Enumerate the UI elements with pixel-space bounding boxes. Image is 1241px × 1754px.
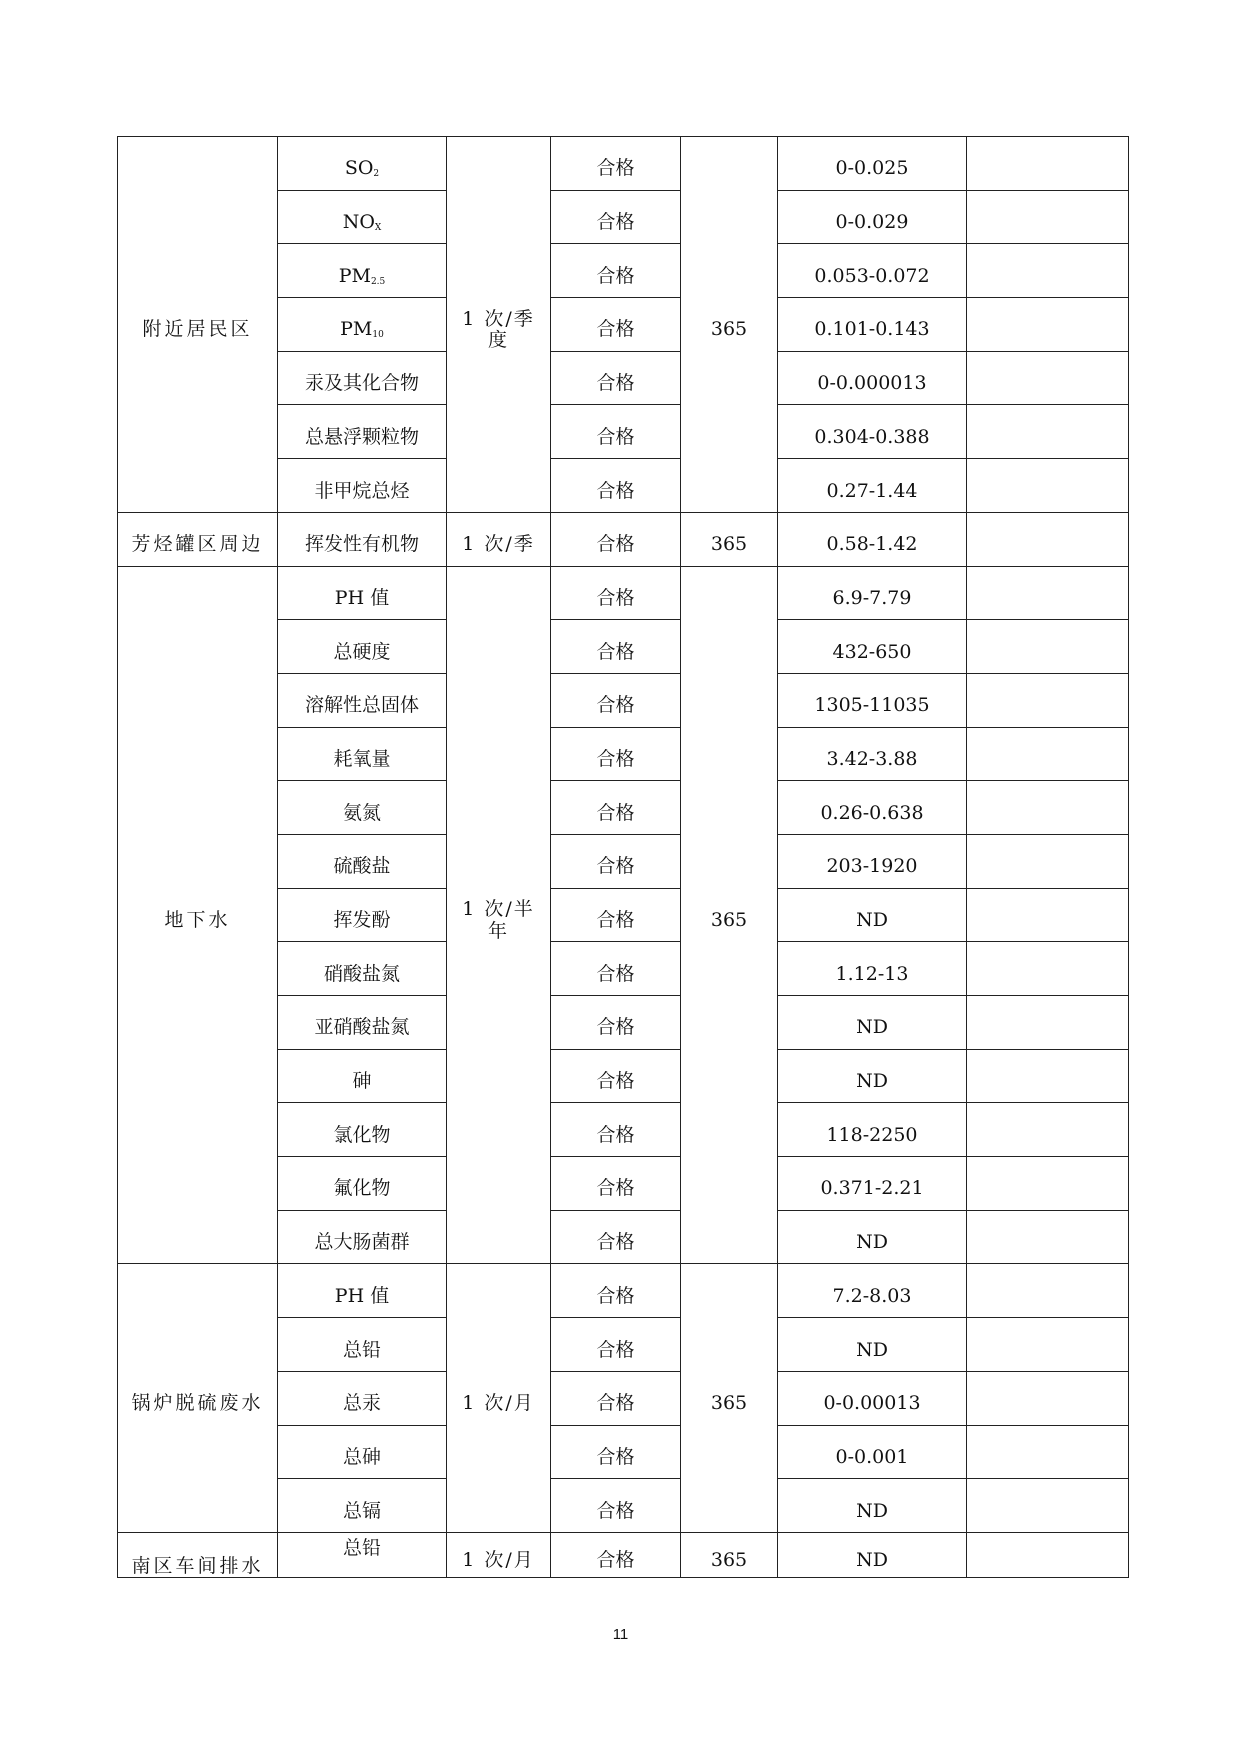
result-cell [551, 834, 681, 888]
remarks-cell [967, 1210, 1129, 1264]
remarks-cell [967, 996, 1129, 1050]
concentration-range-value: ND [856, 1499, 888, 1522]
concentration-range-value: 7.2-8.03 [832, 1284, 912, 1307]
result-cell [551, 1425, 681, 1479]
concentration-range-value: 118-2250 [826, 1123, 918, 1146]
monitoring-site-label: 附近居民区 [142, 318, 253, 341]
concentration-range-cell [778, 405, 967, 459]
pollutant-cell [278, 673, 447, 727]
monitoring-days-value: 365 [710, 909, 748, 932]
remarks-cell [967, 942, 1129, 996]
concentration-range-cell [778, 834, 967, 888]
pollutant-name: 溶解性总固体 [304, 694, 419, 717]
concentration-range-cell [778, 190, 967, 244]
pollutant-cell [278, 888, 447, 942]
pollutant-subscript: 10 [372, 330, 384, 341]
pollutant-subscript: 2 [373, 169, 380, 180]
result-cell [551, 1532, 681, 1577]
monitoring-site-label: 锅炉脱硫废水 [131, 1392, 264, 1415]
result-status: 合格 [596, 211, 635, 234]
pollutant-cell [278, 1479, 447, 1533]
pollutant-name: 硫酸盐 [333, 855, 391, 878]
monitoring-frequency-line: 年 [487, 919, 509, 942]
remarks-cell [967, 1479, 1129, 1533]
result-status: 合格 [596, 479, 635, 502]
pollutant-cell [278, 942, 447, 996]
result-cell [551, 1210, 681, 1264]
remarks-cell [967, 888, 1129, 942]
monitoring-frequency-line: 1 次/月 [462, 1392, 535, 1415]
monitoring-days-value: 365 [710, 533, 748, 556]
concentration-range-value: 203-1920 [826, 855, 918, 878]
result-cell [551, 190, 681, 244]
pollutant-cell [278, 351, 447, 405]
monitoring-frequency-cell [447, 1532, 551, 1577]
concentration-range-cell [778, 1210, 967, 1264]
pollutant-cell [278, 244, 447, 298]
result-cell [551, 1103, 681, 1157]
result-status: 合格 [596, 694, 635, 717]
remarks-cell [967, 459, 1129, 513]
result-cell [551, 1479, 681, 1533]
concentration-range-value: 0.304-0.388 [814, 425, 930, 448]
remarks-cell [967, 620, 1129, 674]
result-cell [551, 351, 681, 405]
result-status: 合格 [596, 909, 635, 932]
result-status: 合格 [596, 586, 635, 609]
remarks-cell [967, 298, 1129, 352]
result-cell [551, 727, 681, 781]
pollutant-cell [278, 1157, 447, 1211]
concentration-range-cell [778, 673, 967, 727]
pollutant-name: 非甲烷总烃 [314, 479, 410, 502]
pollutant-name: 砷 [352, 1070, 372, 1093]
monitoring-days-cell [681, 512, 778, 566]
remarks-cell [967, 781, 1129, 835]
monitoring-frequency-cell [447, 137, 551, 513]
pollutant-name: 氯化物 [333, 1123, 391, 1146]
result-status: 合格 [596, 1548, 635, 1571]
pollutant-name: PM [338, 264, 371, 287]
pollutant-cell [278, 1318, 447, 1372]
result-status: 合格 [596, 1123, 635, 1146]
result-cell [551, 459, 681, 513]
result-status: 合格 [596, 801, 635, 824]
result-status: 合格 [596, 533, 635, 556]
concentration-range-value: 0-0.029 [835, 211, 909, 234]
pollutant-cell [278, 1532, 447, 1577]
remarks-cell [967, 1157, 1129, 1211]
pollutant-name: 总大肠菌群 [314, 1231, 410, 1254]
concentration-range-value: ND [856, 1231, 888, 1254]
pollutant-name: NO [342, 211, 375, 234]
pollutant-name: PM [340, 318, 373, 341]
pollutant-cell [278, 727, 447, 781]
concentration-range-value: 6.9-7.79 [832, 586, 912, 609]
pollutant-name: 总硬度 [333, 640, 391, 663]
remarks-cell [967, 190, 1129, 244]
result-status: 合格 [596, 640, 635, 663]
monitoring-days-value: 365 [710, 1392, 748, 1415]
concentration-range-cell [778, 1425, 967, 1479]
pollutant-name: 氨氮 [342, 801, 381, 824]
concentration-range-value: ND [856, 1338, 888, 1361]
monitoring-site-label: 南区车间排水 [131, 1554, 264, 1577]
pollutant-name: 总铅 [342, 1338, 381, 1361]
concentration-range-cell [778, 1264, 967, 1318]
result-cell [551, 566, 681, 620]
result-status: 合格 [596, 855, 635, 878]
pollutant-name: 挥发酚 [333, 909, 391, 932]
result-cell [551, 781, 681, 835]
page-number: 11 [612, 1626, 629, 1643]
monitoring-site-label: 地下水 [164, 909, 231, 932]
concentration-range-value: 0.26-0.638 [820, 801, 924, 824]
pollutant-name: 耗氧量 [333, 747, 391, 770]
concentration-range-cell [778, 298, 967, 352]
concentration-range-cell [778, 1371, 967, 1425]
pollutant-cell [278, 620, 447, 674]
result-status: 合格 [596, 1284, 635, 1307]
remarks-cell [967, 512, 1129, 566]
result-status: 合格 [596, 962, 635, 985]
concentration-range-cell [778, 1157, 967, 1211]
concentration-range-value: 0.27-1.44 [826, 479, 918, 502]
table-row [118, 137, 1129, 191]
concentration-range-value: 1.12-13 [835, 962, 909, 985]
monitoring-frequency-cell [447, 566, 551, 1264]
pollutant-name: PH 值 [334, 586, 390, 609]
monitoring-frequency-line: 1 次/月 [462, 1548, 535, 1571]
result-cell [551, 1318, 681, 1372]
result-cell [551, 996, 681, 1050]
concentration-range-value: 0.58-1.42 [826, 533, 918, 556]
result-status: 合格 [596, 1338, 635, 1361]
pollutant-name: 挥发性有机物 [304, 533, 419, 556]
concentration-range-cell [778, 942, 967, 996]
remarks-cell [967, 137, 1129, 191]
table-row [118, 512, 1129, 566]
table-row [118, 1264, 1129, 1318]
pollutant-cell [278, 781, 447, 835]
pollutant-name: 亚硝酸盐氮 [314, 1016, 410, 1039]
monitoring-frequency-line: 1 次/半 [462, 898, 535, 921]
result-status: 合格 [596, 157, 635, 180]
pollutant-name: 总镉 [342, 1499, 381, 1522]
concentration-range-value: ND [856, 909, 888, 932]
remarks-cell [967, 1425, 1129, 1479]
pollutant-name: 汞及其化合物 [304, 372, 419, 395]
concentration-range-value: 432-650 [832, 640, 912, 663]
concentration-range-value: 0-0.001 [835, 1445, 909, 1468]
result-status: 合格 [596, 425, 635, 448]
monitoring-site-cell [118, 566, 278, 1264]
remarks-cell [967, 1103, 1129, 1157]
pollutant-cell [278, 405, 447, 459]
concentration-range-value: ND [856, 1016, 888, 1039]
concentration-range-cell [778, 1103, 967, 1157]
pollutant-cell [278, 1103, 447, 1157]
concentration-range-cell [778, 1049, 967, 1103]
concentration-range-value: ND [856, 1548, 888, 1571]
monitoring-frequency-line: 1 次/季 [462, 533, 535, 556]
concentration-range-cell [778, 727, 967, 781]
remarks-cell [967, 1532, 1129, 1577]
remarks-cell [967, 834, 1129, 888]
monitoring-results-table [117, 136, 1129, 1578]
concentration-range-cell [778, 888, 967, 942]
result-cell [551, 1371, 681, 1425]
monitoring-days-cell [681, 566, 778, 1264]
remarks-cell [967, 1264, 1129, 1318]
pollutant-cell [278, 834, 447, 888]
remarks-cell [967, 727, 1129, 781]
pollutant-cell [278, 1264, 447, 1318]
result-status: 合格 [596, 264, 635, 287]
monitoring-frequency-cell [447, 512, 551, 566]
concentration-range-value: 0.371-2.21 [820, 1177, 924, 1200]
result-status: 合格 [596, 1392, 635, 1415]
remarks-cell [967, 1318, 1129, 1372]
monitoring-site-cell [118, 512, 278, 566]
pollutant-cell [278, 298, 447, 352]
result-cell [551, 1049, 681, 1103]
pollutant-subscript: 2.5 [370, 276, 386, 287]
pollutant-cell [278, 137, 447, 191]
concentration-range-value: 0-0.025 [835, 157, 909, 180]
monitoring-site-cell [118, 1264, 278, 1532]
result-status: 合格 [596, 372, 635, 395]
concentration-range-cell [778, 512, 967, 566]
monitoring-site-cell [118, 1532, 278, 1577]
result-status: 合格 [596, 318, 635, 341]
result-status: 合格 [596, 1231, 635, 1254]
concentration-range-value: 1305-11035 [814, 694, 930, 717]
concentration-range-cell [778, 1318, 967, 1372]
concentration-range-cell [778, 351, 967, 405]
pollutant-name: SO [344, 157, 374, 180]
pollutant-cell [278, 996, 447, 1050]
monitoring-frequency-line: 1 次/季 [462, 307, 535, 330]
result-status: 合格 [596, 1499, 635, 1522]
pollutant-name: 总悬浮颗粒物 [304, 425, 419, 448]
result-cell [551, 512, 681, 566]
monitoring-days-cell [681, 137, 778, 513]
result-status: 合格 [596, 747, 635, 770]
monitoring-frequency-cell [447, 1264, 551, 1532]
monitoring-days-value: 365 [710, 1548, 748, 1571]
monitoring-days-cell [681, 1264, 778, 1532]
monitoring-site-cell [118, 137, 278, 513]
result-cell [551, 620, 681, 674]
result-status: 合格 [596, 1177, 635, 1200]
result-status: 合格 [596, 1016, 635, 1039]
concentration-range-value: 0-0.00013 [823, 1392, 921, 1415]
pollutant-cell [278, 566, 447, 620]
concentration-range-cell [778, 137, 967, 191]
concentration-range-cell [778, 1479, 967, 1533]
pollutant-name: PH 值 [334, 1284, 390, 1307]
remarks-cell [967, 566, 1129, 620]
pollutant-cell [278, 1210, 447, 1264]
result-cell [551, 942, 681, 996]
monitoring-days-cell [681, 1532, 778, 1577]
pollutant-name: 总砷 [342, 1445, 381, 1468]
concentration-range-value: 0.101-0.143 [814, 318, 930, 341]
result-cell [551, 298, 681, 352]
pollutant-cell [278, 459, 447, 513]
pollutant-name: 总铅 [342, 1536, 381, 1559]
remarks-cell [967, 351, 1129, 405]
concentration-range-cell [778, 459, 967, 513]
concentration-range-value: 0-0.000013 [817, 372, 927, 395]
remarks-cell [967, 1049, 1129, 1103]
remarks-cell [967, 244, 1129, 298]
concentration-range-cell [778, 244, 967, 298]
pollutant-cell [278, 1371, 447, 1425]
monitoring-days-value: 365 [710, 318, 748, 341]
table-row [118, 1532, 1129, 1577]
pollutant-name: 总汞 [342, 1392, 381, 1415]
concentration-range-value: ND [856, 1070, 888, 1093]
pollutant-name: 硝酸盐氮 [323, 962, 400, 985]
pollutant-cell [278, 1425, 447, 1479]
concentration-range-cell [778, 996, 967, 1050]
pollutant-cell [278, 512, 447, 566]
concentration-range-value: 0.053-0.072 [814, 264, 930, 287]
table-row [118, 566, 1129, 620]
monitoring-frequency-line: 度 [487, 329, 509, 352]
result-cell [551, 244, 681, 298]
concentration-range-cell [778, 1532, 967, 1577]
concentration-range-cell [778, 620, 967, 674]
pollutant-cell [278, 1049, 447, 1103]
result-status: 合格 [596, 1445, 635, 1468]
result-cell [551, 137, 681, 191]
remarks-cell [967, 1371, 1129, 1425]
concentration-range-value: 3.42-3.88 [826, 747, 918, 770]
result-cell [551, 1157, 681, 1211]
result-status: 合格 [596, 1070, 635, 1093]
result-cell [551, 673, 681, 727]
result-cell [551, 405, 681, 459]
remarks-cell [967, 405, 1129, 459]
pollutant-name: 氟化物 [333, 1177, 391, 1200]
concentration-range-cell [778, 566, 967, 620]
result-cell [551, 888, 681, 942]
result-cell [551, 1264, 681, 1318]
concentration-range-cell [778, 781, 967, 835]
remarks-cell [967, 673, 1129, 727]
pollutant-subscript: X [374, 223, 382, 234]
pollutant-cell [278, 190, 447, 244]
monitoring-site-label: 芳烃罐区周边 [131, 533, 264, 556]
